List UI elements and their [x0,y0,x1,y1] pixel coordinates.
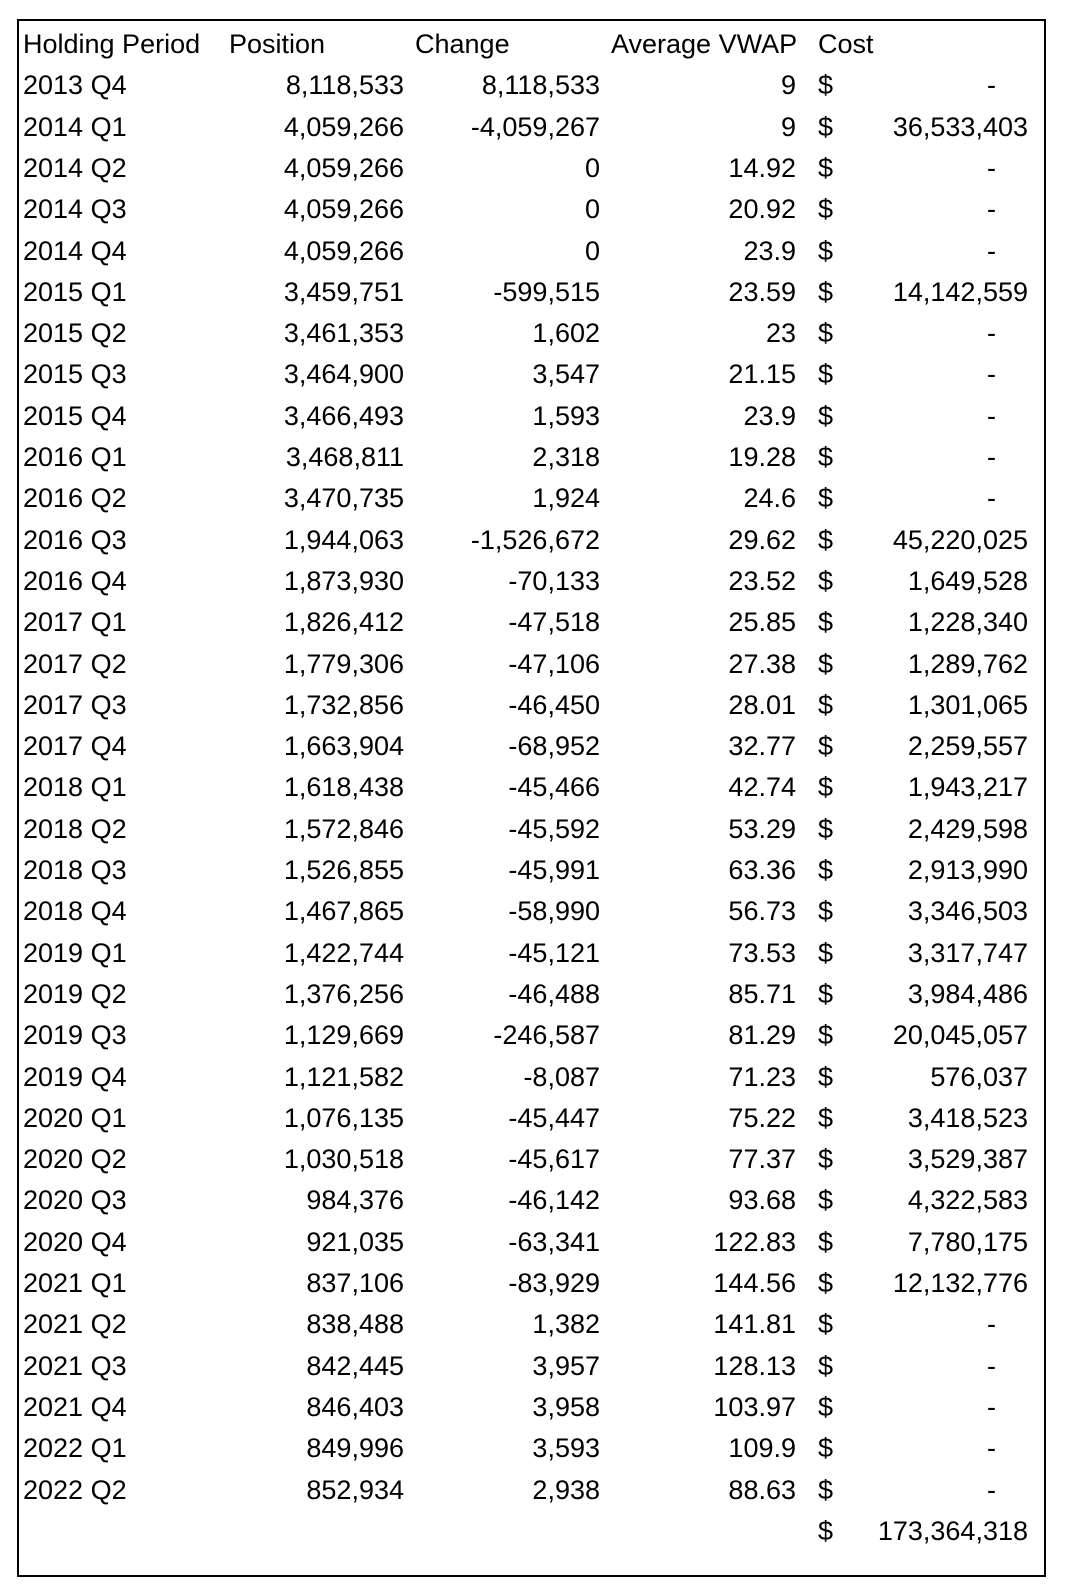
cell-average-vwap: 88.63 [728,1474,796,1505]
cell-currency-symbol: $ [818,1102,834,1133]
cell-change: 3,958 [532,1391,600,1422]
cell-average-vwap: 23.52 [728,565,796,596]
cell-average-vwap: 141.81 [713,1309,796,1340]
table-row [19,1139,1044,1180]
cell-position: 1,779,306 [283,648,404,679]
cell-change: -70,133 [508,565,600,596]
cell-position: 4,059,266 [283,152,404,183]
cell-currency-symbol: $ [818,1433,834,1464]
cell-holding-period: 2014 Q2 [23,152,127,183]
cell-holding-period: 2017 Q2 [23,648,127,679]
cell-cost: 2,259,557 [907,731,1028,762]
cell-cost: 1,649,528 [907,565,1028,596]
cell-holding-period: 2017 Q1 [23,607,127,638]
cell-average-vwap: 27.38 [728,648,796,679]
cell-cost: - [987,359,996,390]
cell-position: 849,996 [306,1433,404,1464]
table-row [19,1263,1044,1304]
cell-currency-symbol: $ [818,111,834,142]
cell-average-vwap: 144.56 [713,1268,796,1298]
spreadsheet-table [17,19,1046,1577]
cell-holding-period: 2015 Q2 [23,318,127,349]
table-row [19,189,1044,230]
cell-average-vwap: 28.01 [728,689,796,720]
cell-position: 1,618,438 [283,772,404,803]
cell-position: 8,118,533 [285,70,404,101]
cell-cost: 20,045,057 [892,1020,1028,1051]
cell-change: -4,059,267 [470,111,600,142]
cell-cost: - [987,70,996,101]
cell-average-vwap: 23.9 [743,235,796,266]
cell-currency-symbol: $ [818,70,834,101]
cell-average-vwap: 53.29 [728,813,796,844]
cell-holding-period: 2020 Q2 [23,1144,127,1175]
cell-change: 3,593 [532,1433,600,1464]
cell-cost: - [987,483,996,514]
cell-holding-period: 2022 Q2 [23,1474,127,1505]
table-row [19,437,1044,478]
cell-average-vwap: 14.92 [728,152,796,183]
cell-cost: - [987,152,996,183]
cell-change: -1,526,672 [470,524,600,555]
cell-change: 1,924 [532,483,600,514]
cell-change: -45,121 [508,937,600,968]
cell-change: -45,617 [508,1144,600,1175]
cell-position: 1,422,744 [283,937,404,968]
cell-average-vwap: 73.53 [728,937,796,968]
table-row [19,891,1044,932]
cell-change: 1,382 [532,1309,600,1340]
cell-change: 1,593 [532,400,600,431]
cell-holding-period: 2015 Q1 [23,276,127,307]
table-row [19,726,1044,767]
header-holding-period: Holding Period [23,29,201,59]
cell-change: -45,447 [508,1102,600,1133]
header-average-vwap: Average VWAP [611,29,798,59]
cell-cost: 36,533,403 [892,111,1028,142]
table-row [19,354,1044,395]
cell-holding-period: 2016 Q2 [23,483,127,514]
cell-cost: 1,301,065 [907,689,1028,720]
cell-holding-period: 2013 Q4 [23,70,127,101]
cell-average-vwap: 93.68 [728,1185,796,1216]
table-row [19,1222,1044,1263]
cell-currency-symbol: $ [818,400,834,431]
cell-position: 1,030,518 [283,1144,404,1175]
cell-average-vwap: 63.36 [728,855,796,885]
table-row [19,602,1044,643]
cell-average-vwap: 21.15 [728,359,796,390]
cell-currency-symbol: $ [818,1061,834,1092]
table-row [19,313,1044,354]
total-row [19,1511,1044,1552]
table-row [19,809,1044,850]
cell-holding-period: 2016 Q3 [23,524,127,555]
cell-average-vwap: 81.29 [728,1020,796,1051]
cell-cost: - [987,400,996,431]
cell-position: 1,121,582 [283,1061,404,1092]
table-row [19,65,1044,106]
cell-change: 3,547 [532,359,600,390]
cell-holding-period: 2018 Q2 [23,813,127,844]
cell-holding-period: 2019 Q2 [23,978,127,1009]
cell-currency-symbol: $ [818,1020,834,1051]
cell-change: -68,952 [508,731,600,762]
table-row [19,1304,1044,1345]
total-cost: 173,364,318 [877,1515,1028,1546]
cell-currency-symbol: $ [818,194,834,225]
cell-cost: - [987,1474,996,1505]
cell-position: 1,732,856 [283,689,404,720]
cell-currency-symbol: $ [818,359,834,390]
cell-currency-symbol: $ [818,607,834,638]
cell-cost: 12,132,776 [892,1268,1028,1298]
cell-holding-period: 2014 Q4 [23,235,127,266]
table-row [19,561,1044,602]
table-row [19,850,1044,891]
cell-change: -46,488 [508,978,600,1009]
cell-position: 3,466,493 [283,400,404,431]
cell-change: -47,106 [508,648,600,679]
cell-currency-symbol: $ [818,1309,834,1340]
table-row [19,1346,1044,1387]
cell-holding-period: 2020 Q4 [23,1226,127,1257]
cell-cost: 3,317,747 [907,937,1028,968]
cell-average-vwap: 128.13 [713,1350,796,1381]
cell-average-vwap: 85.71 [728,978,796,1009]
cell-currency-symbol: $ [818,483,834,514]
table-row [19,1057,1044,1098]
cell-holding-period: 2014 Q3 [23,194,127,225]
cell-change: 2,938 [532,1474,600,1505]
cell-change: 8,118,533 [481,70,600,101]
cell-average-vwap: 77.37 [728,1144,796,1175]
cell-currency-symbol: $ [818,1226,834,1257]
cell-position: 3,468,811 [285,442,404,472]
cell-position: 852,934 [306,1474,404,1505]
cell-change: -46,142 [508,1185,600,1216]
cell-holding-period: 2020 Q3 [23,1185,127,1216]
cell-change: 3,957 [532,1350,600,1381]
cell-change: -8,087 [523,1061,600,1092]
cell-cost: 3,529,387 [907,1144,1028,1175]
cell-cost: 3,984,486 [907,978,1028,1009]
table-row [19,520,1044,561]
cell-currency-symbol: $ [818,896,834,927]
cell-cost: - [987,1391,996,1422]
cell-holding-period: 2022 Q1 [23,1433,127,1464]
cell-currency-symbol: $ [818,855,834,885]
cell-currency-symbol: $ [818,1350,834,1381]
cell-average-vwap: 23 [765,318,796,349]
cell-average-vwap: 24.6 [743,483,796,514]
cell-currency-symbol: $ [818,937,834,968]
cell-position: 1,467,865 [283,896,404,927]
table-row [19,396,1044,437]
cell-currency-symbol: $ [818,1391,834,1422]
table-row [19,767,1044,808]
cell-cost: 1,943,217 [907,772,1028,803]
cell-position: 1,076,135 [283,1102,404,1133]
table-row [19,107,1044,148]
cell-position: 1,572,846 [283,813,404,844]
cell-currency-symbol: $ [818,442,834,472]
cell-currency-symbol: $ [818,318,834,349]
cell-position: 1,873,930 [283,565,404,596]
cell-change: 0 [584,235,600,266]
cell-currency-symbol: $ [818,565,834,596]
cell-average-vwap: 23.59 [728,276,796,307]
table-row [19,1015,1044,1056]
cell-position: 3,459,751 [283,276,404,307]
cell-average-vwap: 32.77 [728,731,796,762]
cell-position: 846,403 [306,1391,404,1422]
cell-change: -47,518 [508,607,600,638]
cell-holding-period: 2019 Q1 [23,937,127,968]
table-row [19,478,1044,519]
cell-holding-period: 2018 Q1 [23,772,127,803]
cell-change: -246,587 [493,1020,600,1051]
cell-change: -45,466 [508,772,600,803]
cell-currency-symbol: $ [818,152,834,183]
cell-holding-period: 2018 Q4 [23,896,127,927]
header-cost: Cost [818,29,874,59]
cell-position: 1,376,256 [283,978,404,1009]
cell-position: 1,526,855 [283,855,404,885]
cell-holding-period: 2018 Q3 [23,855,127,885]
cell-cost: 1,228,340 [907,607,1028,638]
cell-cost: 4,322,583 [907,1185,1028,1216]
cell-holding-period: 2016 Q4 [23,565,127,596]
cell-cost: 2,913,990 [907,855,1028,885]
header-row [19,24,1044,65]
cell-change: 1,602 [532,318,600,349]
cell-holding-period: 2021 Q3 [23,1350,127,1381]
cell-cost: 7,780,175 [907,1226,1028,1257]
cell-holding-period: 2020 Q1 [23,1102,127,1133]
cell-holding-period: 2017 Q4 [23,731,127,762]
cell-cost: - [987,318,996,349]
cell-change: -58,990 [508,896,600,927]
cell-cost: - [987,442,996,472]
cell-currency-symbol: $ [818,772,834,803]
cell-average-vwap: 9 [780,70,796,101]
cell-cost: - [987,235,996,266]
cell-average-vwap: 109.9 [728,1433,796,1464]
table-row [19,272,1044,313]
cell-currency-symbol: $ [818,1144,834,1175]
cell-cost: - [987,1350,996,1381]
cell-cost: 1,289,762 [907,648,1028,679]
cell-holding-period: 2019 Q3 [23,1020,127,1051]
cell-currency-symbol: $ [818,731,834,762]
cell-change: -46,450 [508,689,600,720]
cell-position: 4,059,266 [283,194,404,225]
cell-position: 984,376 [306,1185,404,1216]
table-row [19,644,1044,685]
cell-position: 3,461,353 [283,318,404,349]
cell-currency-symbol: $ [818,276,834,307]
cell-holding-period: 2014 Q1 [23,111,127,142]
cell-average-vwap: 20.92 [728,194,796,225]
cell-holding-period: 2021 Q1 [23,1268,127,1298]
cell-cost: 576,037 [930,1061,1028,1092]
cell-holding-period: 2021 Q4 [23,1391,127,1422]
cell-currency-symbol: $ [818,1185,834,1216]
cell-average-vwap: 9 [780,111,796,142]
cell-holding-period: 2016 Q1 [23,442,127,472]
table-row [19,1180,1044,1221]
cell-currency-symbol: $ [818,813,834,844]
table-row [19,974,1044,1015]
cell-position: 842,445 [306,1350,404,1381]
cell-holding-period: 2015 Q4 [23,400,127,431]
cell-position: 4,059,266 [283,235,404,266]
table-row [19,1098,1044,1139]
cell-cost: 2,429,598 [907,813,1028,844]
cell-change: -45,991 [508,855,600,885]
total-currency-symbol: $ [818,1515,834,1546]
cell-cost: - [987,1309,996,1340]
cell-average-vwap: 19.28 [728,442,796,472]
cell-position: 838,488 [306,1309,404,1340]
cell-cost: - [987,194,996,225]
table-row [19,1387,1044,1428]
cell-change: 2,318 [532,442,600,472]
cell-currency-symbol: $ [818,1474,834,1505]
cell-holding-period: 2021 Q2 [23,1309,127,1340]
cell-currency-symbol: $ [818,524,834,555]
cell-average-vwap: 122.83 [713,1226,796,1257]
cell-position: 1,129,669 [283,1020,404,1051]
cell-currency-symbol: $ [818,1268,834,1298]
cell-change: 0 [584,194,600,225]
cell-average-vwap: 103.97 [713,1391,796,1422]
cell-cost: 3,346,503 [907,896,1028,927]
cell-change: 0 [584,152,600,183]
cell-average-vwap: 56.73 [728,896,796,927]
cell-currency-symbol: $ [818,689,834,720]
cell-average-vwap: 23.9 [743,400,796,431]
cell-currency-symbol: $ [818,235,834,266]
table-row [19,1470,1044,1511]
cell-position: 3,464,900 [283,359,404,390]
cell-position: 3,470,735 [283,483,404,514]
cell-currency-symbol: $ [818,978,834,1009]
table-row [19,1428,1044,1469]
cell-cost: 45,220,025 [892,524,1028,555]
header-change: Change [415,29,510,59]
cell-holding-period: 2015 Q3 [23,359,127,390]
cell-average-vwap: 29.62 [728,524,796,555]
cell-position: 837,106 [306,1268,404,1298]
cell-position: 921,035 [306,1226,404,1257]
cell-position: 1,944,063 [283,524,404,555]
table-row [19,231,1044,272]
cell-average-vwap: 25.85 [728,607,796,638]
cell-cost: 3,418,523 [907,1102,1028,1133]
table-row [19,148,1044,189]
cell-holding-period: 2017 Q3 [23,689,127,720]
cell-position: 4,059,266 [283,111,404,142]
table-row [19,933,1044,974]
cell-cost: 14,142,559 [892,276,1028,307]
cell-change: -599,515 [493,276,600,307]
cell-currency-symbol: $ [818,648,834,679]
cell-holding-period: 2019 Q4 [23,1061,127,1092]
cell-average-vwap: 42.74 [728,772,796,803]
cell-position: 1,663,904 [283,731,404,762]
table-row [19,685,1044,726]
cell-change: -63,341 [508,1226,600,1257]
cell-change: -83,929 [508,1268,600,1298]
cell-cost: - [987,1433,996,1464]
cell-change: -45,592 [508,813,600,844]
cell-position: 1,826,412 [283,607,404,638]
cell-average-vwap: 71.23 [728,1061,796,1092]
header-position: Position [229,29,326,59]
cell-average-vwap: 75.22 [728,1102,796,1133]
